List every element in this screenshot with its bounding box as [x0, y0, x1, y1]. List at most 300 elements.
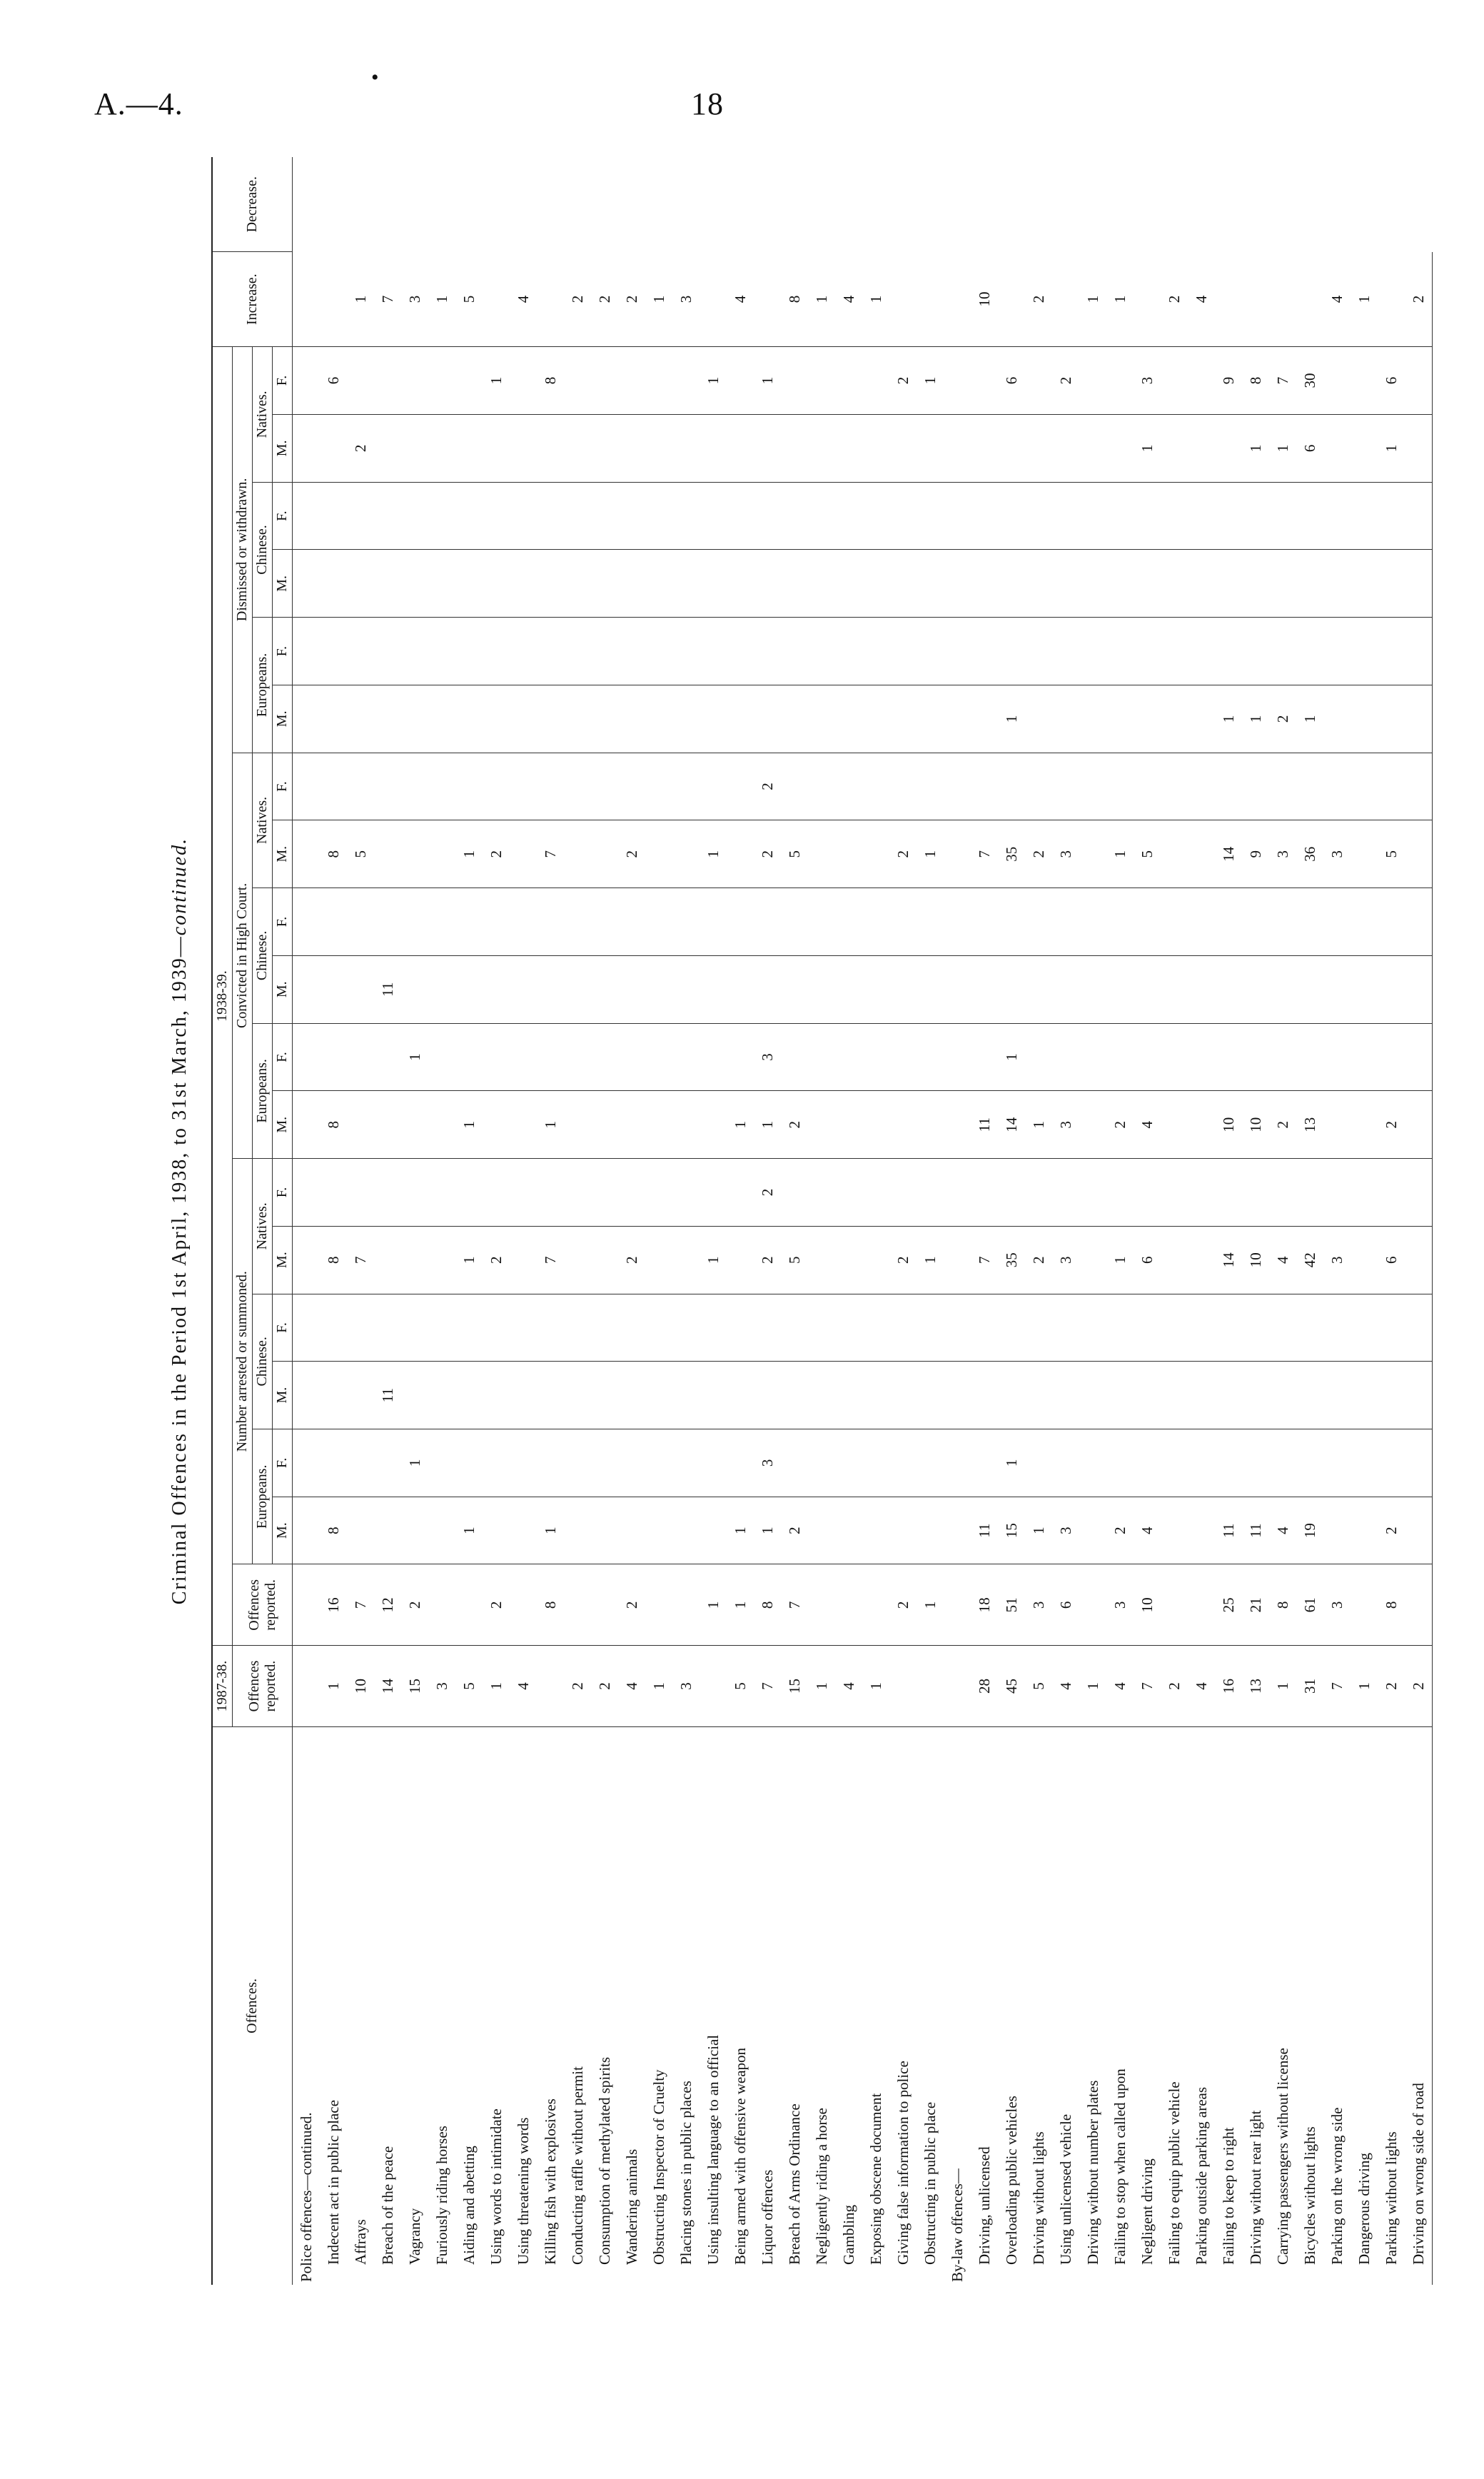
table-cell: [1351, 685, 1378, 753]
table-cell: [293, 482, 320, 550]
offences-reported-curr-header: Offences reported.: [233, 1564, 293, 1646]
table-cell: 2: [564, 252, 591, 347]
table-cell: [808, 347, 835, 415]
table-cell: [320, 1429, 347, 1497]
table-cell: 1: [1079, 252, 1106, 347]
table-cell: 51: [998, 1564, 1025, 1646]
table-cell: 3: [1323, 1564, 1351, 1646]
table-cell: 2: [1025, 1226, 1052, 1294]
table-cell: [1106, 1429, 1134, 1497]
table-cell: [537, 1429, 564, 1497]
table-cell: [401, 415, 428, 483]
table-cell: [455, 685, 483, 753]
table-cell: [1269, 1429, 1296, 1497]
table-cell: 8: [537, 347, 564, 415]
table-cell: [862, 685, 889, 753]
table-cell: [1161, 1226, 1188, 1294]
table-cell: [347, 1091, 374, 1159]
table-cell: 7: [971, 820, 998, 888]
table-cell: [1188, 347, 1215, 415]
table-cell: 1: [428, 252, 455, 347]
table-cell: [428, 482, 455, 550]
table-cell: [808, 1429, 835, 1497]
table-cell: [645, 820, 672, 888]
table-cell: [401, 820, 428, 888]
table-cell: [1161, 1429, 1188, 1497]
table-cell: 1: [455, 1226, 483, 1294]
table-cell: [727, 618, 754, 685]
table-cell: [293, 618, 320, 685]
table-cell: [1079, 753, 1106, 820]
table-cell: [835, 550, 862, 618]
table-cell: 2: [889, 820, 917, 888]
table-cell: [1405, 955, 1433, 1023]
table-cell: 16: [1215, 1646, 1242, 1727]
table-cell: [401, 685, 428, 753]
table-cell: 2: [1052, 347, 1079, 415]
table-cell: [835, 888, 862, 956]
table-cell: 3: [672, 252, 700, 347]
table-cell: [889, 482, 917, 550]
table-cell: [645, 888, 672, 956]
table-cell: 1: [1025, 1497, 1052, 1564]
table-row: [1405, 157, 1433, 2285]
table-cell: 6: [1134, 1226, 1161, 1294]
table-cell: [347, 618, 374, 685]
table-cell: 7: [1323, 1646, 1351, 1727]
table-cell: [944, 1294, 971, 1362]
table-row: [1052, 157, 1079, 2285]
table-cell: [672, 685, 700, 753]
table-row: [808, 157, 835, 2285]
table-cell: [1052, 1023, 1079, 1091]
table-cell: [645, 1362, 672, 1429]
table-cell: [1242, 1429, 1269, 1497]
offence-label: Parking on the wrong side: [1328, 2107, 1346, 2265]
female-header: F.: [273, 888, 293, 956]
table-cell: [1188, 888, 1215, 956]
table-cell: 1: [1106, 1226, 1134, 1294]
table-cell: 1: [347, 252, 374, 347]
table-cell: 31: [1296, 1646, 1323, 1727]
table-cell: [1161, 1023, 1188, 1091]
table-cell: [781, 1362, 808, 1429]
table-cell: [1405, 1023, 1433, 1091]
table-cell: 1: [1242, 685, 1269, 753]
table-cell: 3: [1052, 1497, 1079, 1564]
speck-mark: •: [371, 66, 379, 89]
table-cell: [917, 415, 944, 483]
table-cell: [510, 618, 537, 685]
table-cell: 14: [374, 1646, 401, 1727]
table-row: [483, 157, 510, 2285]
table-cell: [808, 1362, 835, 1429]
table-cell: [564, 1497, 591, 1564]
table-cell: [808, 415, 835, 483]
table-cell: [1079, 1091, 1106, 1159]
table-cell: [537, 1159, 564, 1227]
table-cell: [591, 482, 618, 550]
table-cell: [618, 347, 645, 415]
table-cell: [510, 482, 537, 550]
table-cell: [971, 415, 998, 483]
table-cell: [862, 1497, 889, 1564]
table-cell: [727, 415, 754, 483]
table-cell: [1079, 1294, 1106, 1362]
offences-header: Offences.: [212, 1726, 293, 2285]
table-cell: [510, 347, 537, 415]
table-cell: [510, 820, 537, 888]
table-cell: [1079, 347, 1106, 415]
table-cell: 3: [754, 1429, 781, 1497]
table-cell: [1106, 1159, 1134, 1227]
offence-label: Exposing obscene document: [867, 2093, 884, 2265]
table-cell: [1269, 618, 1296, 685]
table-cell: [862, 1429, 889, 1497]
table-cell: [374, 618, 401, 685]
table-cell: [781, 347, 808, 415]
table-cell: [754, 1294, 781, 1362]
male-header: M.: [273, 685, 293, 753]
table-cell: [1161, 1159, 1188, 1227]
table-cell: [455, 753, 483, 820]
table-cell: 2: [591, 252, 618, 347]
table-cell: [347, 1429, 374, 1497]
table-cell: [1025, 347, 1052, 415]
table-cell: [618, 955, 645, 1023]
table-row: [618, 157, 645, 2285]
table-cell: [1161, 753, 1188, 820]
table-cell: [401, 955, 428, 1023]
table-cell: 8: [754, 1564, 781, 1646]
table-cell: [862, 1159, 889, 1227]
male-header: M.: [273, 1362, 293, 1429]
table-cell: [401, 1159, 428, 1227]
table-cell: [401, 1294, 428, 1362]
table-cell: [510, 415, 537, 483]
table-cell: [564, 888, 591, 956]
table-cell: 45: [998, 1646, 1025, 1727]
table-cell: [1188, 1091, 1215, 1159]
table-cell: 4: [1106, 1646, 1134, 1727]
table-cell: [1351, 618, 1378, 685]
table-cell: [1242, 550, 1269, 618]
table-cell: [1378, 482, 1405, 550]
table-cell: [591, 955, 618, 1023]
table-cell: [293, 1429, 320, 1497]
table-cell: 5: [1134, 820, 1161, 888]
table-cell: [1323, 415, 1351, 483]
table-cell: [727, 820, 754, 888]
table-cell: 11: [1215, 1497, 1242, 1564]
table-cell: [1269, 1023, 1296, 1091]
table-cell: [862, 820, 889, 888]
male-header: M.: [273, 1091, 293, 1159]
table-cell: [1025, 1159, 1052, 1227]
table-cell: [944, 1226, 971, 1294]
table-cell: 1: [537, 1497, 564, 1564]
table-cell: [971, 685, 998, 753]
series-reference: A.—4.: [94, 86, 183, 121]
table-cell: [1215, 415, 1242, 483]
table-cell: [835, 1226, 862, 1294]
table-cell: [727, 1023, 754, 1091]
table-cell: [483, 1362, 510, 1429]
table-cell: [293, 550, 320, 618]
table-cell: [591, 753, 618, 820]
table-cell: [374, 482, 401, 550]
table-cell: [428, 618, 455, 685]
table-cell: [591, 1294, 618, 1362]
table-cell: 6: [1378, 347, 1405, 415]
offence-label: Dangerous driving: [1355, 2153, 1373, 2265]
table-title-continued: continued.: [168, 837, 191, 936]
table-cell: [1405, 550, 1433, 618]
table-cell: 4: [835, 252, 862, 347]
male-header: M.: [273, 415, 293, 483]
table-cell: [618, 550, 645, 618]
table-cell: [374, 1159, 401, 1227]
table-cell: [374, 1429, 401, 1497]
table-cell: [1052, 888, 1079, 956]
table-cell: [727, 1159, 754, 1227]
table-cell: 4: [835, 1646, 862, 1727]
table-cell: 15: [401, 1646, 428, 1727]
offence-label: Conducting raffle without permit: [568, 2066, 586, 2265]
table-cell: [374, 1294, 401, 1362]
table-cell: [998, 1159, 1025, 1227]
table-cell: 10: [971, 252, 998, 347]
table-cell: [618, 685, 645, 753]
table-cell: [1025, 888, 1052, 956]
table-cell: [700, 1159, 727, 1227]
table-cell: [428, 1023, 455, 1091]
table-cell: [1323, 347, 1351, 415]
table-cell: 5: [347, 820, 374, 888]
table-cell: [1079, 415, 1106, 483]
table-cell: [428, 1497, 455, 1564]
table-cell: 2: [781, 1091, 808, 1159]
offences-table: [211, 157, 1433, 2285]
table-cell: [754, 955, 781, 1023]
table-cell: 4: [1188, 252, 1215, 347]
table-cell: 2: [401, 1564, 428, 1646]
increase-header: Increase.: [212, 252, 293, 347]
table-cell: [1188, 753, 1215, 820]
table-cell: [1025, 1429, 1052, 1497]
table-cell: [1161, 482, 1188, 550]
table-cell: [645, 1497, 672, 1564]
table-cell: [889, 1091, 917, 1159]
table-cell: [998, 955, 1025, 1023]
table-cell: 1: [862, 1646, 889, 1727]
table-cell: 1: [483, 347, 510, 415]
table-cell: 8: [781, 252, 808, 347]
table-cell: [1215, 550, 1242, 618]
table-cell: [1106, 888, 1134, 956]
table-cell: [781, 1429, 808, 1497]
table-cell: 3: [1269, 820, 1296, 888]
table-cell: [374, 1226, 401, 1294]
offence-label: Obstructing Inspector of Cruelty: [650, 2069, 667, 2265]
female-header: F.: [273, 1429, 293, 1497]
table-cell: [917, 1294, 944, 1362]
table-cell: 10: [1242, 1226, 1269, 1294]
offence-label: Aiding and abetting: [460, 2146, 478, 2265]
table-cell: [1351, 1564, 1378, 1646]
table-cell: [1405, 1226, 1433, 1294]
table-cell: [672, 1226, 700, 1294]
table-cell: [1025, 618, 1052, 685]
table-cell: [1188, 955, 1215, 1023]
table-cell: 9: [1215, 347, 1242, 415]
table-cell: 4: [510, 1646, 537, 1727]
table-cell: [1134, 1023, 1161, 1091]
table-cell: [835, 753, 862, 820]
female-header: F.: [273, 1159, 293, 1227]
table-cell: [645, 685, 672, 753]
table-cell: 11: [374, 1362, 401, 1429]
convicted-chinese-header: Chinese.: [253, 888, 273, 1023]
table-cell: [320, 415, 347, 483]
table-cell: [1079, 482, 1106, 550]
table-cell: [944, 618, 971, 685]
table-cell: 2: [1269, 685, 1296, 753]
table-cell: [862, 415, 889, 483]
table-cell: [455, 618, 483, 685]
table-cell: [700, 482, 727, 550]
table-cell: [320, 482, 347, 550]
table-cell: [1351, 415, 1378, 483]
table-cell: [1269, 482, 1296, 550]
table-cell: [727, 1362, 754, 1429]
table-cell: 1: [1296, 685, 1323, 753]
table-cell: [537, 888, 564, 956]
table-cell: [1323, 685, 1351, 753]
table-cell: [645, 1294, 672, 1362]
table-cell: [618, 1159, 645, 1227]
table-cell: 2: [889, 1564, 917, 1646]
arrested-header: Number arrested or summoned.: [233, 1159, 253, 1564]
table-cell: [862, 955, 889, 1023]
table-cell: [1134, 1362, 1161, 1429]
table-cell: 2: [781, 1497, 808, 1564]
table-cell: [862, 1564, 889, 1646]
table-cell: [862, 347, 889, 415]
table-cell: [645, 1023, 672, 1091]
table-cell: [917, 1362, 944, 1429]
table-cell: [998, 618, 1025, 685]
table-cell: [835, 415, 862, 483]
table-cell: [293, 1294, 320, 1362]
table-cell: [618, 1091, 645, 1159]
table-cell: [618, 618, 645, 685]
table-cell: [727, 1294, 754, 1362]
table-row: [835, 157, 862, 2285]
table-cell: [428, 1159, 455, 1227]
table-cell: 4: [618, 1646, 645, 1727]
table-row: [1188, 157, 1215, 2285]
table-cell: [591, 1497, 618, 1564]
table-cell: 1: [808, 1646, 835, 1727]
table-cell: [564, 1159, 591, 1227]
table-cell: [1351, 1226, 1378, 1294]
table-cell: [1323, 955, 1351, 1023]
offence-label: Failing to stop when called upon: [1111, 2068, 1129, 2265]
table-cell: 2: [483, 820, 510, 888]
table-cell: [1161, 888, 1188, 956]
table-cell: [1079, 888, 1106, 956]
table-cell: 15: [781, 1646, 808, 1727]
table-cell: [428, 1294, 455, 1362]
table-row: [591, 157, 618, 2285]
table-cell: [727, 550, 754, 618]
table-cell: 11: [1242, 1497, 1269, 1564]
page-number: 18: [691, 86, 724, 121]
table-cell: [1134, 1429, 1161, 1497]
table-cell: [672, 1362, 700, 1429]
table-cell: [672, 550, 700, 618]
table-cell: 30: [1296, 347, 1323, 415]
offence-label: By-law offences—: [948, 2168, 966, 2282]
table-cell: [672, 347, 700, 415]
table-cell: [1106, 482, 1134, 550]
table-cell: [1188, 1429, 1215, 1497]
table-cell: 10: [1242, 1091, 1269, 1159]
table-cell: 2: [618, 1564, 645, 1646]
table-cell: [971, 1294, 998, 1362]
table-cell: [917, 618, 944, 685]
table-cell: [1052, 415, 1079, 483]
table-cell: 7: [374, 252, 401, 347]
table-cell: [754, 550, 781, 618]
table-cell: 2: [564, 1646, 591, 1727]
table-cell: 13: [1242, 1646, 1269, 1727]
table-cell: [1106, 415, 1134, 483]
table-row: [917, 157, 944, 2285]
table-cell: [510, 1429, 537, 1497]
table-cell: [591, 347, 618, 415]
table-cell: 10: [1215, 1091, 1242, 1159]
table-cell: [1323, 1362, 1351, 1429]
table-cell: [1134, 685, 1161, 753]
table-cell: [944, 1159, 971, 1227]
table-cell: [1052, 1294, 1079, 1362]
table-cell: [1296, 753, 1323, 820]
table-cell: [700, 1646, 727, 1727]
table-cell: 3: [1323, 1226, 1351, 1294]
table-cell: 8: [320, 820, 347, 888]
table-cell: [401, 550, 428, 618]
table-cell: [672, 888, 700, 956]
table-cell: [1079, 1362, 1106, 1429]
table-cell: [347, 347, 374, 415]
table-cell: [1296, 1294, 1323, 1362]
table-cell: [564, 1362, 591, 1429]
table-cell: [754, 1362, 781, 1429]
table-cell: [591, 1023, 618, 1091]
table-cell: [455, 1294, 483, 1362]
table-cell: 1: [455, 1497, 483, 1564]
table-row: [1106, 157, 1134, 2285]
table-cell: [510, 888, 537, 956]
table-cell: [917, 252, 944, 347]
table-cell: [808, 1023, 835, 1091]
table-cell: [1351, 1497, 1378, 1564]
table-cell: [862, 618, 889, 685]
table-cell: [1161, 347, 1188, 415]
female-header: F.: [273, 1294, 293, 1362]
